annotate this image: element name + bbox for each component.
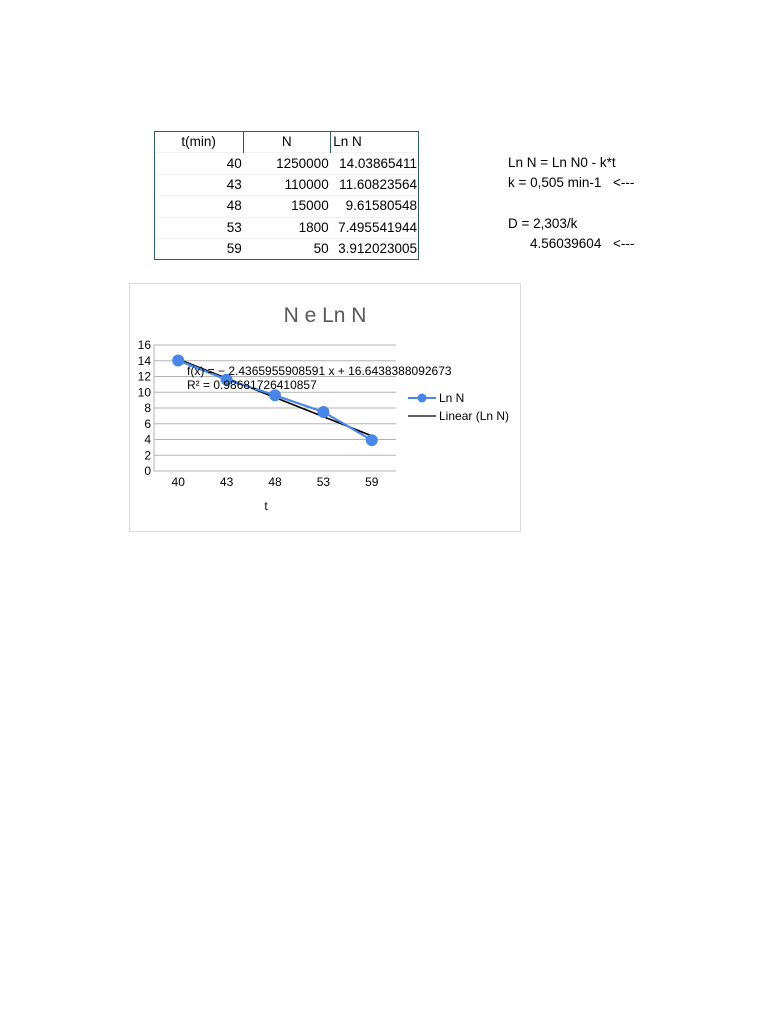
x-tick-label: 53 [316,475,331,489]
legend [408,391,509,423]
table-cell[interactable]: 43 [155,174,244,195]
chart-title: N e Ln N [283,304,367,327]
header-cell[interactable]: N [244,132,331,153]
y-tick-label: 14 [137,353,151,368]
header-cell[interactable]: t(min) [155,132,244,153]
arrow-note: <--- [613,175,635,190]
table-cell[interactable]: 14.03865411 [331,153,419,174]
y-tick-label: 2 [144,448,151,463]
table-cell[interactable]: 50 [244,238,331,259]
y-tick-label: 6 [144,416,151,431]
table-cell[interactable]: 48 [155,196,244,217]
data-point [366,434,378,446]
line-chart [130,284,520,531]
table-row [155,196,419,217]
table-header-row [155,132,419,153]
legend-ln-n-marker [418,394,427,403]
x-tick-label: 48 [268,475,282,489]
table-cell[interactable]: 53 [155,217,244,238]
table-cell[interactable]: 40 [155,153,244,174]
y-tick-label: 16 [137,338,151,352]
formula-note: Ln N = Ln N0 - k*t [508,155,616,170]
y-axis-ticks [138,338,152,478]
trendline-equation: f(x) = − 2.4365955908591 x + 16.6438388092673 [187,364,452,378]
y-tick-label: 4 [144,432,151,447]
data-point [317,406,329,418]
table-row [155,174,419,195]
data-table [154,131,419,260]
x-axis-ticks [172,475,379,489]
table-cell[interactable]: 11.60823564 [331,174,419,195]
k-value-note: k = 0,505 min-1 [508,175,602,190]
y-tick-label: 12 [137,369,151,384]
table-cell[interactable]: 110000 [244,174,331,195]
arrow-note: <--- [613,236,635,251]
x-tick-label: 59 [365,475,379,489]
data-point [172,354,184,366]
y-tick-label: 10 [137,385,151,400]
y-tick-label: 0 [144,464,151,478]
chart-container[interactable] [129,283,521,532]
table-cell[interactable]: 15000 [244,196,331,217]
x-tick-label: 43 [219,475,234,489]
x-axis-label: t [264,499,268,513]
y-tick-label: 8 [144,401,151,415]
trendline-r2: R² = 0.98681726410857 [187,378,317,392]
d-formula-note: D = 2,303/k [508,216,578,231]
table-cell[interactable]: 3.912023005 [331,238,419,259]
d-value-note: 4.56039604 [530,236,602,251]
table-row [155,238,419,259]
legend-ln-n-label: Ln N [439,391,465,405]
table-cell[interactable]: 1250000 [244,153,331,174]
table-row [155,217,419,238]
table-cell[interactable]: 1800 [244,217,331,238]
table-cell[interactable]: 9.61580548 [331,196,419,217]
table-cell[interactable]: 7.495541944 [331,217,419,238]
header-cell[interactable]: Ln N [331,132,419,153]
x-tick-label: 40 [171,475,185,489]
table-row [155,153,419,174]
table-cell[interactable]: 59 [155,238,244,259]
legend-trend-label: Linear (Ln N) [439,409,510,423]
